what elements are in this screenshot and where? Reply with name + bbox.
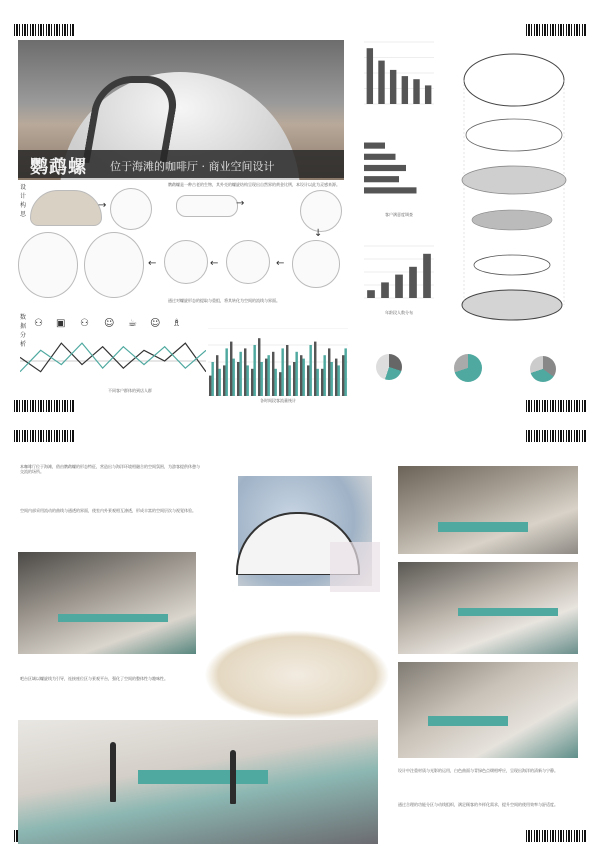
barcode-mark <box>14 400 74 412</box>
grouped-bar-chart <box>208 328 348 396</box>
body-paragraph: 本咖啡厅位于海滩，借由鹦鹉螺的形态特征，营造出与海洋环境相融合的空间氛围，为游客提供休憩与交流的场所。 <box>20 464 200 474</box>
render-photo <box>398 562 578 654</box>
horizontal-bar-chart <box>364 140 434 196</box>
chart-caption-vertical: 年龄段人数分布 <box>385 310 413 315</box>
bar <box>323 355 325 396</box>
bar <box>364 165 406 171</box>
bar <box>409 267 417 298</box>
section-label-analysis: 数据分析 <box>20 314 27 348</box>
plan-sketch <box>84 232 144 298</box>
coffee-icon: ☕ <box>128 318 137 329</box>
bar <box>239 352 241 396</box>
bar <box>265 359 267 396</box>
person-icon: ☺ <box>150 318 161 329</box>
bar <box>390 70 396 104</box>
shell-sketch <box>300 190 342 232</box>
bar <box>314 342 316 396</box>
plan-sketch <box>18 232 78 298</box>
barcode-mark <box>526 400 586 412</box>
person-icon: ☺ <box>104 318 115 329</box>
bar <box>218 369 220 396</box>
render-photo <box>398 466 578 554</box>
bar <box>309 345 311 396</box>
arrow-left-icon: ← <box>148 258 157 269</box>
star-sketch <box>292 240 340 288</box>
vertical-bar-chart <box>364 244 434 306</box>
star-sketch <box>164 240 208 284</box>
nautilus-sketch <box>30 190 102 226</box>
arrow-right-icon: → <box>98 200 107 211</box>
star-sketch <box>226 240 270 284</box>
bar <box>246 365 248 396</box>
bar <box>364 143 385 149</box>
bar <box>209 376 211 396</box>
bar <box>335 359 337 396</box>
teal-element <box>438 522 528 532</box>
intro-text: 鹦鹉螺是一种古老的生物，其外壳的螺旋结构呈现出自然界的黄金比例，本设计以此为灵感来源。 <box>168 182 340 187</box>
bar <box>281 348 283 396</box>
person-silhouette <box>230 750 236 804</box>
pie-chart <box>376 354 402 380</box>
arrow-right-icon: → <box>236 198 245 209</box>
teal-element <box>458 608 558 616</box>
chair-icon: ♗ <box>172 318 181 329</box>
teal-element <box>138 770 268 784</box>
teal-element <box>58 614 168 622</box>
title-bar <box>18 150 344 178</box>
bar <box>307 365 309 396</box>
barcode-mark <box>526 830 586 842</box>
bar <box>337 365 339 396</box>
person-silhouette <box>110 742 116 802</box>
bar <box>244 348 246 396</box>
people-icon: ⚇ <box>34 318 43 329</box>
bar <box>364 187 417 193</box>
bar <box>423 254 431 298</box>
chart-caption-line: 不同客户群体的到店人群 <box>108 388 152 393</box>
render-photo <box>18 552 196 654</box>
people-icon: ⚇ <box>80 318 89 329</box>
bar <box>425 85 431 104</box>
barcode-mark <box>526 430 586 442</box>
bar <box>230 342 232 396</box>
bar <box>237 362 239 396</box>
bar <box>330 362 332 396</box>
teal-element <box>428 716 508 726</box>
arrow-left-icon: ← <box>276 258 285 269</box>
bar <box>342 355 344 396</box>
spiral-sketch <box>110 188 152 230</box>
bar <box>211 362 213 396</box>
page-subtitle: 位于海滩的咖啡厅 · 商业空间设计 <box>110 160 275 173</box>
bar <box>344 348 346 396</box>
bar <box>232 359 234 396</box>
arrow-down-icon: ↓ <box>314 228 323 239</box>
bar <box>367 48 373 104</box>
bar <box>223 365 225 396</box>
bar <box>302 359 304 396</box>
body-paragraph: 吧台区域以螺旋线为引导，连接座位区与景观平台，强化了空间的整体性与趣味性。 <box>20 676 168 681</box>
bar <box>225 348 227 396</box>
pie-chart <box>530 356 556 382</box>
bar <box>316 369 318 396</box>
body-paragraph: 空间内部采用流动的曲线与通透的界面，使室内外景观相互渗透，形成丰富的空间层次与视觉体验。 <box>20 508 196 513</box>
bar <box>260 362 262 396</box>
section-sketch <box>176 195 238 217</box>
bar <box>279 372 281 396</box>
bar <box>321 369 323 396</box>
bar <box>251 369 253 396</box>
bar <box>293 362 295 396</box>
bar <box>413 79 419 104</box>
bar <box>395 275 403 298</box>
bar <box>216 355 218 396</box>
bar <box>286 345 288 396</box>
bar <box>367 290 375 298</box>
bar <box>295 352 297 396</box>
line-chart <box>20 336 206 386</box>
concept-text: 通过对螺旋形态的提取与重组，将其转化为空间的流线与界面。 <box>168 298 280 303</box>
page-title: 鹦鹉螺 <box>30 157 87 178</box>
series-line <box>20 343 206 372</box>
exploded-axonometric <box>452 40 582 340</box>
bar <box>272 352 274 396</box>
body-paragraph: 设计中注重材质与光影的运用，白色曲面与青绿色点缀相呼应，呈现出海洋的清新与宁静。 <box>398 768 558 773</box>
bar <box>274 369 276 396</box>
bar <box>381 282 389 298</box>
render-photo <box>398 662 578 758</box>
bar <box>328 348 330 396</box>
computer-icon: ▣ <box>56 318 66 329</box>
bar <box>402 76 408 104</box>
section-label-process: 设计构思 <box>20 184 27 218</box>
body-paragraph: 通过合理的功能分区与动线组织，满足顾客的多样化需求，提升空间的使用效率与舒适度。 <box>398 802 558 807</box>
vertical-bar-chart <box>364 40 434 112</box>
bar <box>253 345 255 396</box>
barcode-mark <box>14 24 74 36</box>
barcode-mark <box>526 24 586 36</box>
bar <box>300 355 302 396</box>
chart-caption-bars: 各时间段客流量统计 <box>260 398 296 403</box>
bar <box>267 355 269 396</box>
bar <box>288 365 290 396</box>
bar <box>378 61 384 104</box>
axonometric-render <box>204 630 390 720</box>
bottom-board <box>0 430 600 848</box>
pie-chart <box>454 354 482 382</box>
bar <box>364 154 396 160</box>
arrow-left-icon: ← <box>210 258 219 269</box>
pink-panel <box>330 542 380 592</box>
bar <box>258 338 260 396</box>
barcode-mark <box>14 430 74 442</box>
bar <box>364 176 399 182</box>
render-photo <box>18 720 378 844</box>
chart-caption-horizontal: 客户满意度调查 <box>385 212 413 217</box>
top-board <box>0 0 600 420</box>
